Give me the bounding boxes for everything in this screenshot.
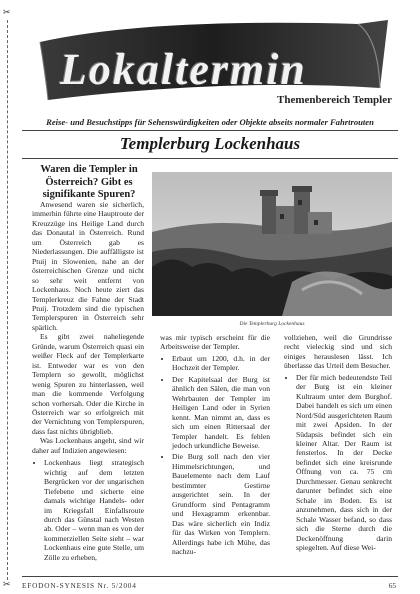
paragraph: vollziehen, weil die Grundrisse recht vieleckig sind und sich einiges herauslesen lässt. Ich überlasse das Urteil dem Besucher.	[284, 333, 392, 371]
question-heading: Waren die Templer in Österreich? Gibt es signifikante Spuren?	[40, 164, 138, 200]
section-label: Themenbereich Templer	[277, 94, 392, 106]
photo-caption: Die Templerburg Lockenhaus	[239, 321, 305, 327]
page-title: Templerburg Lockenhaus	[119, 134, 301, 153]
paragraph: was mir typisch erscheint für die Arbeitsweise der Templer.	[160, 333, 270, 352]
list-item: • Lockenhaus liegt strategisch wichtig auf dem letzten Bergrücken vor der ungarischen Tiefebene und sicherte eine damals wichtige Handels- oder im Kriegsfall Einfallsroute durch das Günstal nach Westen ab. Oder – wenn man es von der kommerziellen Seite sieht – war Lockenhaus eine gute Stelle, um Zölle zu erheben,	[44, 458, 144, 562]
paragraph: Es gibt zwei naheliegende Gründe, warum Österreich quasi ein weißer Fleck auf der Templerkarte ist. Entweder war es von den Templern so gewollt, möglichst wenig Spuren zu hinterlassen, weil man die kommende Verfolgung schon vorhersah. Oder die Kirche in Österreich war so erfolgreich mit der Vernichtung von Templerspuren, dass fast nichts übrigblieb.	[32, 332, 144, 436]
divider	[22, 130, 398, 131]
scissors-icon: ✂	[3, 8, 11, 18]
list-item: • Der für mich bedeutendste Teil der Burg ist ein kleiner Kultraum unter dem Burghof. Dabei handelt es sich um einen Nord/Süd ausgerichteten Raum mit zwei Apsiden. In der Südapsis befindet sich ein kleiner Altar. Der Raum ist fensterlos. In der Decke befindet sich eine kreisrunde Öffnung von ca. 75 cm Durchmesser. Genau senkrecht darunter befindet sich eine Schale im Boden. Es ist anzunehmen, dass sich in der Schale Wasser befand, so dass sich die Sterne durch die Deckenöffnung darin spiegelten. Auf diese Wei-	[296, 373, 392, 553]
divider	[22, 158, 398, 159]
column-3	[284, 333, 392, 554]
subtitle: Reise- und Besuchstipps für Sehenswürdigkeiten oder Objekte abseits normaler Fahrtrouten	[46, 117, 374, 127]
bullet-list	[160, 354, 270, 557]
page-number: 65	[388, 581, 396, 590]
paragraph: Anwesend waren sie sicherlich, immerhin führte eine Hauptroute der Kreuzzüge ins Heilige Land durch das Donautal in Österreich. Rund um Österreich gab es Niederlassungen. Die auffälligste ist Ptuij in Slowenien, nahe an der österreichischen Grenze und nicht so sehr weit entfernt von Lockenhaus. Noch heute ziert das Templerkreuz die Fahne der Stadt Ptuij. Trotzdem sind die typischen Templerspuren in Österreich sehr spärlich.	[32, 200, 144, 332]
bullet-list	[32, 458, 144, 562]
footer-divider	[22, 576, 398, 577]
footer-publication: EFODON-SYNESIS Nr. 5/2004	[22, 581, 137, 590]
list-item: • Die Burg soll nach den vier Himmelsrichtungen, und Bauelemente nach dem Lauf bestimmter Gestirne ausgerichtet sein. In der Grundform sind Pentagramm und Hexagramm erkennbar. Das wäre sicherlich ein Indiz für das Wirken von Templern. Allerdings habe ich Mühe, das nachzu-	[172, 452, 270, 556]
column-1	[32, 200, 144, 564]
castle-image	[152, 172, 392, 316]
bullet-list	[284, 373, 392, 553]
scissors-icon: ✂	[3, 580, 11, 590]
masthead-title: Lokaltermin	[60, 45, 307, 94]
list-item: • Der Kapitelsaal der Burg ist ähnlich den Sälen, die man von Wehrbauten der Templer im Heiligen Land oder in Syrien kennt. Man nimmt an, dass es sich um einen Rittersaal der Templer handelt. Es fehlen jedoch urkundliche Beweise.	[172, 375, 270, 451]
column-2	[160, 333, 270, 558]
castle-photo	[152, 172, 392, 316]
paragraph: Was Lockenhaus angeht, sind wir daher auf Indizien angewiesen:	[32, 436, 144, 455]
cut-line	[7, 20, 8, 580]
list-item: • Erbaut um 1200, d.h. in der Hochzeit der Templer.	[172, 354, 270, 373]
